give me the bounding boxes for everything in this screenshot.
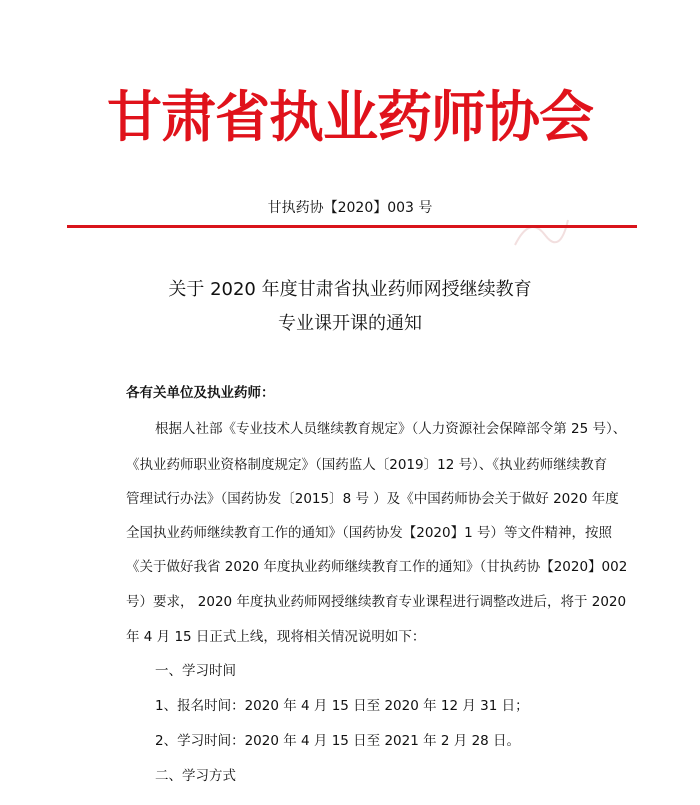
body-line-1: 根据人社部《专业技术人员继续教育规定》（人力资源社会保障部令第 25 号）、 <box>155 421 627 437</box>
body-line-3: 管理试行办法》（国药协发〔2015〕8 号 ）及《中国药师协会关于做好 2020 年度 <box>126 491 619 507</box>
section-1-item-2: 2、学习时间：2020 年 4 月 15 日至 2021 年 2 月 28 日。 <box>155 733 521 749</box>
body-line-5: 《关于做好我省 2020 年度执业药师继续教育工作的通知》（甘执药协【2020】002 <box>126 559 628 575</box>
body-line-2: 《执业药师职业资格制度规定》（国药监人〔2019〕12 号）、《执业药师继续教育 <box>126 457 608 473</box>
salutation: 各有关单位及执业药师： <box>126 385 275 401</box>
document-title-line-1: 关于 2020 年度甘肃省执业药师网授继续教育 <box>168 279 532 300</box>
document-title-line-2: 专业课开课的通知 <box>278 313 422 334</box>
document-number: 甘执药协【2020】003 号 <box>267 200 433 216</box>
section-1-heading: 一、学习时间 <box>155 663 236 679</box>
body-line-6: 号）要求， 2020 年度执业药师网授继续教育专业课程进行调整改进后，将于 2020 <box>126 594 627 610</box>
faint-stamp-mark <box>510 205 570 255</box>
section-2-heading: 二、学习方式 <box>155 768 236 784</box>
section-1-item-1: 1、报名时间：2020 年 4 月 15 日至 2020 年 12 月 31 日； <box>155 698 529 714</box>
body-line-4: 全国执业药师继续教育工作的通知》（国药协发【2020】1 号）等文件精神，按照 <box>126 525 612 541</box>
organization-header: 甘肃省执业药师协会 <box>106 84 593 149</box>
body-line-7: 年 4 月 15 日正式上线，现将相关情况说明如下： <box>126 629 426 645</box>
